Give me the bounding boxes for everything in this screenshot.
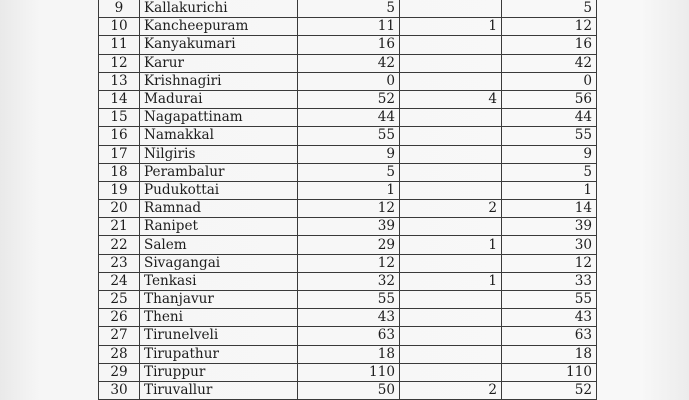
serial-number-cell: 14 [99,90,140,108]
serial-number-cell: 15 [99,109,140,127]
table-row [99,0,597,18]
serial-number-cell: 26 [99,309,140,327]
total-cell: 14 [502,200,597,218]
additional-count-cell: 1 [400,272,502,290]
district-name-cell: Madurai [140,90,298,108]
count-cell: 44 [298,109,400,127]
district-name-cell: Salem [140,236,298,254]
serial-number-cell: 28 [99,345,140,363]
additional-count-cell [400,181,502,199]
count-cell: 9 [298,145,400,163]
district-name-cell: Thanjavur [140,291,298,309]
total-cell: 63 [502,327,597,345]
total-cell: 56 [502,90,597,108]
district-name-cell: Ranipet [140,218,298,236]
district-name-cell: Kallakurichi [140,0,298,18]
serial-number-cell: 17 [99,145,140,163]
serial-number-cell: 9 [99,0,140,18]
total-cell: 52 [502,381,597,399]
additional-count-cell: 1 [400,236,502,254]
total-cell: 42 [502,54,597,72]
district-name-cell: Tirunelveli [140,327,298,345]
additional-count-cell [400,291,502,309]
district-name-cell: Tenkasi [140,272,298,290]
count-cell: 1 [298,181,400,199]
table-row [99,291,597,309]
total-cell: 0 [502,72,597,90]
table-row [99,54,597,72]
table-row [99,254,597,272]
district-name-cell: Kancheepuram [140,18,298,36]
table-row [99,90,597,108]
table-body [99,0,597,400]
count-cell: 16 [298,36,400,54]
table-row [99,309,597,327]
additional-count-cell: 2 [400,381,502,399]
district-name-cell: Karur [140,54,298,72]
count-cell: 29 [298,236,400,254]
count-cell: 5 [298,0,400,18]
additional-count-cell [400,145,502,163]
additional-count-cell [400,309,502,327]
count-cell: 52 [298,90,400,108]
total-cell: 39 [502,218,597,236]
additional-count-cell [400,254,502,272]
table-row [99,381,597,399]
count-cell: 63 [298,327,400,345]
district-table [98,0,597,400]
total-cell: 43 [502,309,597,327]
total-cell: 5 [502,163,597,181]
district-name-cell: Kanyakumari [140,36,298,54]
count-cell: 18 [298,345,400,363]
district-name-cell: Pudukottai [140,181,298,199]
district-name-cell: Perambalur [140,163,298,181]
count-cell: 43 [298,309,400,327]
additional-count-cell [400,109,502,127]
serial-number-cell: 23 [99,254,140,272]
table-row [99,327,597,345]
serial-number-cell: 30 [99,381,140,399]
additional-count-cell: 2 [400,200,502,218]
serial-number-cell: 18 [99,163,140,181]
additional-count-cell [400,72,502,90]
total-cell: 110 [502,363,597,381]
table-row [99,18,597,36]
table-row [99,181,597,199]
count-cell: 0 [298,72,400,90]
count-cell: 110 [298,363,400,381]
district-name-cell: Nilgiris [140,145,298,163]
total-cell: 18 [502,345,597,363]
serial-number-cell: 13 [99,72,140,90]
serial-number-cell: 19 [99,181,140,199]
table-row [99,72,597,90]
total-cell: 33 [502,272,597,290]
district-name-cell: Ramnad [140,200,298,218]
table-row [99,163,597,181]
count-cell: 50 [298,381,400,399]
serial-number-cell: 20 [99,200,140,218]
additional-count-cell [400,36,502,54]
serial-number-cell: 22 [99,236,140,254]
total-cell: 9 [502,145,597,163]
table-row [99,345,597,363]
count-cell: 12 [298,200,400,218]
serial-number-cell: 25 [99,291,140,309]
serial-number-cell: 24 [99,272,140,290]
district-name-cell: Sivagangai [140,254,298,272]
table-row [99,127,597,145]
serial-number-cell: 10 [99,18,140,36]
table-row [99,363,597,381]
additional-count-cell: 1 [400,18,502,36]
additional-count-cell [400,163,502,181]
district-name-cell: Nagapattinam [140,109,298,127]
additional-count-cell [400,127,502,145]
total-cell: 44 [502,109,597,127]
district-name-cell: Theni [140,309,298,327]
additional-count-cell [400,363,502,381]
district-name-cell: Krishnagiri [140,72,298,90]
table-row [99,200,597,218]
serial-number-cell: 27 [99,327,140,345]
table-row [99,218,597,236]
district-name-cell: Tiruppur [140,363,298,381]
count-cell: 39 [298,218,400,236]
serial-number-cell: 29 [99,363,140,381]
total-cell: 55 [502,291,597,309]
additional-count-cell [400,218,502,236]
district-name-cell: Tirupathur [140,345,298,363]
count-cell: 32 [298,272,400,290]
serial-number-cell: 21 [99,218,140,236]
table-row [99,236,597,254]
total-cell: 12 [502,18,597,36]
table-row [99,36,597,54]
serial-number-cell: 12 [99,54,140,72]
additional-count-cell [400,327,502,345]
count-cell: 55 [298,127,400,145]
additional-count-cell [400,345,502,363]
count-cell: 42 [298,54,400,72]
total-cell: 5 [502,0,597,18]
total-cell: 12 [502,254,597,272]
additional-count-cell [400,54,502,72]
count-cell: 11 [298,18,400,36]
total-cell: 1 [502,181,597,199]
district-name-cell: Namakkal [140,127,298,145]
total-cell: 55 [502,127,597,145]
count-cell: 12 [298,254,400,272]
total-cell: 30 [502,236,597,254]
serial-number-cell: 11 [99,36,140,54]
table-row [99,109,597,127]
table-row [99,272,597,290]
additional-count-cell: 4 [400,90,502,108]
total-cell: 16 [502,36,597,54]
serial-number-cell: 16 [99,127,140,145]
district-name-cell: Tiruvallur [140,381,298,399]
additional-count-cell [400,0,502,18]
count-cell: 5 [298,163,400,181]
table-row [99,145,597,163]
count-cell: 55 [298,291,400,309]
